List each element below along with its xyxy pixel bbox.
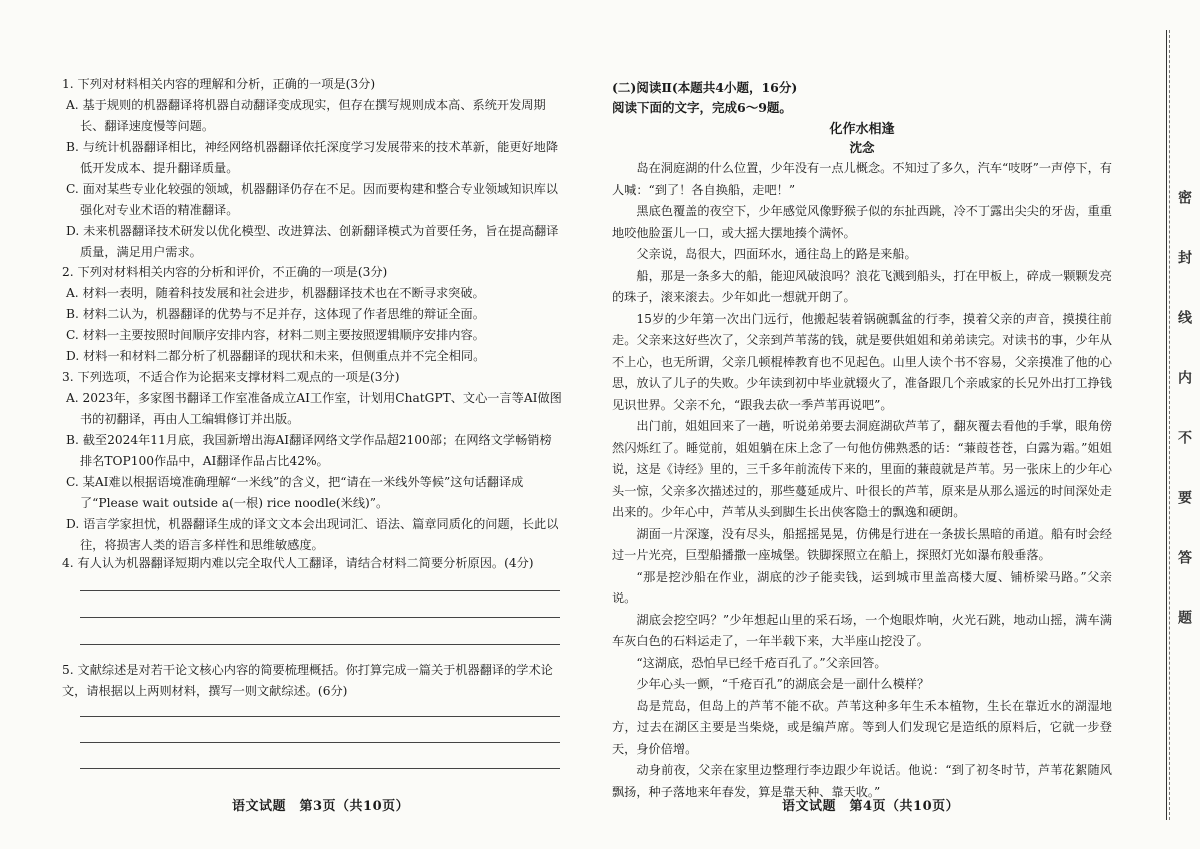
paragraph: 父亲说，岛很大，四面环水，通往岛上的路是来船。 bbox=[636, 247, 917, 261]
option-b: B. 截至2024年11月底，我国新增出海AI翻译网络文学作品超2100部；在网络文学畅销榜排名TOP100作品中，AI翻译作品占比42%。 bbox=[66, 433, 552, 468]
paragraph: “那是挖沙船在作业，湖底的沙子能卖钱，运到城市里盖高楼大厦、铺桥梁马路。”父亲说。 bbox=[612, 569, 1112, 605]
option-d: D. 材料一和材料二都分析了机器翻译的现状和未来，但侧重点并不完全相同。 bbox=[66, 349, 486, 363]
question-4 bbox=[62, 553, 562, 574]
option-d: D. 未来机器翻译技术研发以优化模型、改进算法、创新翻译模式为首要任务，旨在提高翻译质量，满足用户需求。 bbox=[66, 224, 559, 259]
section-title: (二)阅读Ⅱ(本题共4小题，16分) bbox=[612, 80, 798, 95]
paragraph: 15岁的少年第一次出门远行，他搬起装着锅碗瓢盆的行李，摸着父亲的声音，摸摸往前走。父亲来这好些次了，父亲到芦苇荡的钱，就是要供姐姐和弟弟读完。对读书的事，少年从不上心，也无所谓，父亲几顿棍棒教育也不见起色。山里人读个书不容易，父亲摸准了他的心思，放认了儿子的失败。少年读到初中毕业就辍火了，准备跟几个亲戚家的长兄外出打工挣钱见识世界。父亲不允，“跟我去砍一季芦苇再说吧”。 bbox=[612, 311, 1112, 412]
paragraph: 岛在洞庭湖的什么位置，少年没有一点儿概念。不知过了多久，汽车“吱呀”一声停下，有人喊：“到了！各自换船，走吧！” bbox=[612, 161, 1112, 197]
article-author: 沈念 bbox=[849, 140, 875, 155]
question-3 bbox=[62, 367, 562, 556]
article-title: 化作水相逢 bbox=[829, 122, 895, 137]
paragraph: 黑底色覆盖的夜空下，少年感觉风像野猴子似的东扯西跳，冷不丁露出尖尖的牙齿，重重地咬他脸蛋儿一口，或大摇大摆地揍个满怀。 bbox=[612, 204, 1112, 240]
paragraph: 出门前，姐姐回来了一趟，听说弟弟要去洞庭湖砍芦苇了，翻灰覆去看他的手掌，眼角傍然闪烁红了。睡觉前，姐姐躺在床上念了一句他仿佛熟悉的话：“蒹葭苍苍，白露为霜。”姐姐说，这是《诗经》里的，三千多年前流传下来的，里面的蒹葭就是芦苇。另一张床上的少年心头一惊，父亲多次描述过的，那些蔓延成片、叶很长的芦苇，原来是从那么遥远的时间深处走出来的。少年心中，芦苇从头到脚生长出侠客隐士的飘逸和硬朗。 bbox=[612, 419, 1112, 519]
question-5 bbox=[62, 660, 562, 702]
question-stem: 2. 下列对材料相关内容的分析和评价，不正确的一项是(3分) bbox=[62, 265, 388, 279]
option-c: C. 面对某些专业化较强的领域，机器翻译仍存在不足。因而要构建和整合专业领域知识库以强化对专业术语的精准翻译。 bbox=[66, 182, 558, 217]
answer-line[interactable] bbox=[80, 590, 560, 591]
section-instruction: 阅读下面的文字，完成6～9题。 bbox=[612, 100, 792, 115]
answer-line[interactable] bbox=[80, 742, 560, 743]
option-d: D. 语言学家担忧，机器翻译生成的译文文本会出现词汇、语法、篇章同质化的问题，长此以往，将损害人类的语言多样性和思维敏感度。 bbox=[66, 517, 559, 552]
option-c: C. 材料一主要按照时间顺序安排内容，材料二则主要按照逻辑顺序安排内容。 bbox=[66, 328, 485, 342]
paragraph: 湖面一片深邃，没有尽头，船摇摇晃晃，仿佛是行进在一条拔长黑暗的甬道。船有时会经过一片光亮，巨型船播撒一座城堡。铁脚探照立在船上，探照灯光如瀑布般垂落。 bbox=[612, 526, 1112, 562]
option-a: A. 基于规则的机器翻译将机器自动翻译变成现实，但存在撰写规则成本高、系统开发周期长、翻译速度慢等问题。 bbox=[66, 98, 546, 133]
option-a: A. 2023年，多家图书翻译工作室准备成立AI工作室，计划用ChatGPT、文心一言等AI做图书的初翻译，再由人工编辑修订并出版。 bbox=[66, 391, 562, 426]
paragraph: 湖底会挖空吗？”少年想起山里的采石场，一个炮眼炸响，火光石跳，地动山摇，满车满车灰白色的石料运走了，一年半载下来，大半座山挖没了。 bbox=[612, 612, 1112, 648]
seal-line-notice: 密封线内不要答题 bbox=[1176, 190, 1192, 670]
binding-margin bbox=[1162, 0, 1200, 849]
paragraph: 少年心头一颤，“千疮百孔”的湖底会是一副什么模样？ bbox=[636, 677, 930, 691]
answer-line[interactable] bbox=[80, 617, 560, 618]
option-b: B. 材料二认为，机器翻译的优势与不足并存，这体现了作者思维的辩证全面。 bbox=[66, 307, 485, 321]
article-body bbox=[612, 158, 1112, 803]
question-stem: 1. 下列对材料相关内容的理解和分析，正确的一项是(3分) bbox=[62, 77, 376, 91]
left-page bbox=[62, 0, 562, 849]
question-1 bbox=[62, 74, 562, 263]
paragraph: 岛是荒岛，但岛上的芦苇不能不砍。芦苇这种多年生禾本植物，生长在靠近水的湖湿地方，过去在湖区主要是当柴烧，或是编芦席。等到人们发现它是造纸的原料后，它就一步登天，身价倍增。 bbox=[612, 698, 1112, 756]
question-stem: 5. 文献综述是对若干论文核心内容的简要梳理概括。你打算完成一篇关于机器翻译的学术论文，请根据以上两则材料，撰写一则文献综述。(6分) bbox=[62, 663, 553, 698]
option-c: C. 某AI难以根据语境准确理解“一米线”的含义，把“请在一米线外等候”这句话翻译成了“Please wait outside a(一根) rice noodle(米线)”。 bbox=[66, 475, 524, 510]
paragraph: 动身前夜，父亲在家里边整理行李边跟少年说话。他说：“到了初冬时节，芦苇花絮随风飘扬，种子落地来年春发，算是靠天种、靠天收。” bbox=[612, 763, 1112, 799]
binding-rule bbox=[1166, 30, 1167, 820]
answer-line[interactable] bbox=[80, 716, 560, 717]
question-2 bbox=[62, 262, 562, 367]
answer-line[interactable] bbox=[80, 768, 560, 769]
question-stem: 4. 有人认为机器翻译短期内难以完全取代人工翻译，请结合材料二简要分析原因。(4分) bbox=[62, 556, 534, 570]
answer-line[interactable] bbox=[80, 644, 560, 645]
question-stem: 3. 下列选项，不适合作为论据来支撑材料二观点的一项是(3分) bbox=[62, 370, 400, 384]
option-a: A. 材料一表明，随着科技发展和社会进步，机器翻译技术也在不断寻求突破。 bbox=[66, 286, 485, 300]
binding-rule-dashed bbox=[1169, 30, 1170, 820]
page-footer: 语文试题 第3页（共10页） bbox=[232, 799, 410, 814]
paragraph: 船，那是一条多大的船，能迎风破浪吗？浪花飞溅到船头，打在甲板上，碎成一颗颗发亮的珠子，滚来滚去。少年如此一想就开朗了。 bbox=[612, 268, 1112, 304]
right-page bbox=[612, 0, 1112, 849]
option-b: B. 与统计机器翻译相比，神经网络机器翻译依托深度学习发展带来的技术革新，能更好地降低开发成本、提升翻译质量。 bbox=[66, 140, 559, 175]
page-footer: 语文试题 第4页（共10页） bbox=[782, 799, 960, 814]
paragraph: “这湖底，恐怕早已经千疮百孔了。”父亲回答。 bbox=[636, 655, 887, 670]
